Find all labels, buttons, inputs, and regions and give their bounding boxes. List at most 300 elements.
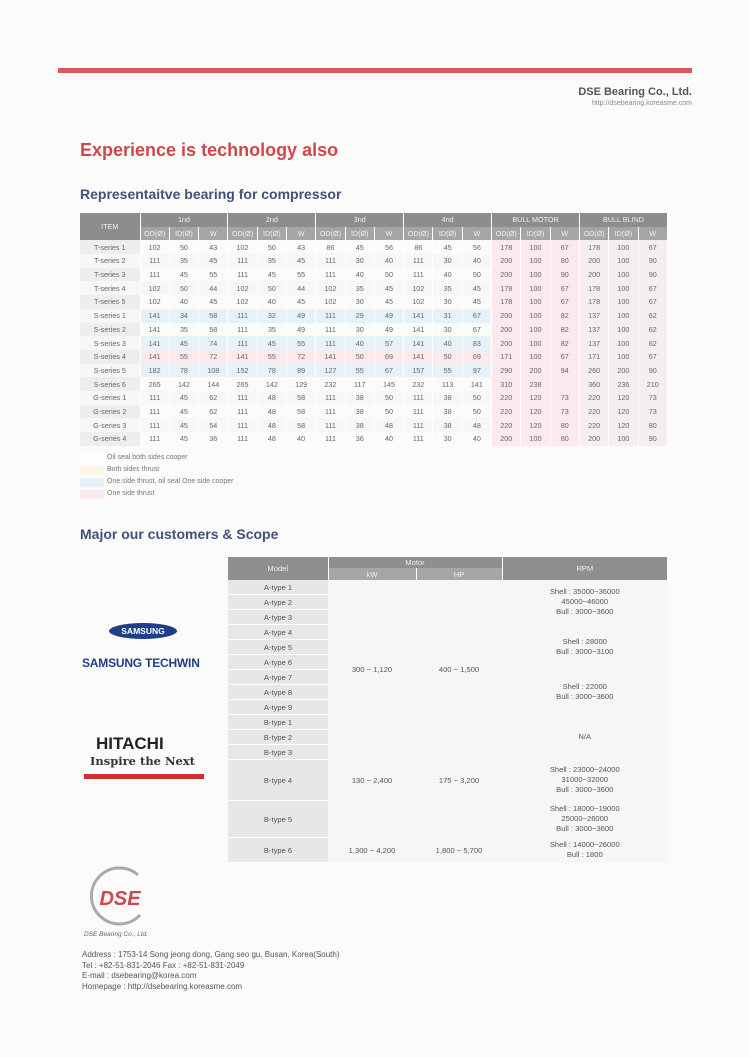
value-cell: 100 [521, 323, 550, 337]
item-cell: T-series 1 [80, 240, 140, 254]
model-cell: A-type 8 [228, 685, 328, 700]
value-cell: 34 [169, 309, 198, 323]
value-cell: 35 [257, 254, 286, 268]
value-cell: 30 [433, 432, 462, 446]
value-cell: 220 [492, 405, 521, 419]
value-cell: 50 [257, 281, 286, 295]
model-cell: A-type 2 [228, 595, 328, 610]
value-cell: 152 [228, 364, 257, 378]
value-cell: 141 [462, 377, 491, 391]
value-cell: 210 [638, 377, 667, 391]
value-cell: 50 [169, 240, 198, 254]
value-cell: 31 [433, 309, 462, 323]
kw-cell: 1,300 ~ 4,200 [328, 838, 416, 863]
value-cell: 43 [199, 240, 228, 254]
dse-logo [80, 865, 152, 927]
item-cell: G-series 1 [80, 391, 140, 405]
value-cell: 111 [228, 323, 257, 337]
value-cell: 67 [638, 295, 667, 309]
value-cell: 102 [140, 240, 169, 254]
value-cell: 100 [521, 268, 550, 282]
value-cell: 220 [579, 418, 608, 432]
value-cell: 141 [404, 336, 433, 350]
table-row [80, 377, 668, 391]
value-cell: 50 [374, 268, 403, 282]
value-cell: 200 [579, 432, 608, 446]
value-cell: 100 [521, 309, 550, 323]
value-cell: 100 [609, 281, 638, 295]
value-cell: 35 [169, 323, 198, 337]
value-cell: 62 [638, 309, 667, 323]
value-cell: 83 [462, 336, 491, 350]
value-cell: 111 [404, 432, 433, 446]
value-cell: 90 [638, 364, 667, 378]
homepage[interactable]: Homepage : http://dsebearing.koreasme.com [82, 981, 243, 991]
hitachi-name: HITACHI [96, 734, 164, 753]
value-cell: 38 [345, 418, 374, 432]
tel-fax: Tel : +82-51-831-2046 Fax : +82-51-831-2049 [82, 960, 245, 970]
value-cell: 111 [316, 418, 345, 432]
value-cell: 141 [140, 323, 169, 337]
value-cell: 48 [257, 405, 286, 419]
value-cell: 49 [374, 323, 403, 337]
value-cell: 67 [550, 240, 579, 254]
subheader-cell: W [638, 227, 667, 241]
kw-cell: 300 ~ 1,120 [328, 580, 416, 760]
value-cell: 171 [492, 350, 521, 364]
value-cell: 55 [433, 364, 462, 378]
value-cell: 111 [316, 391, 345, 405]
value-cell: 45 [169, 418, 198, 432]
email[interactable]: E-mail : dsebearing@korea.com [82, 971, 197, 980]
value-cell: 43 [286, 240, 315, 254]
value-cell: 67 [374, 364, 403, 378]
value-cell: 108 [199, 364, 228, 378]
value-cell: 111 [140, 391, 169, 405]
footer-caption: DSE Bearing Co., Ltd. [84, 931, 148, 938]
value-cell: 45 [169, 336, 198, 350]
value-cell: 40 [462, 432, 491, 446]
value-cell: 45 [286, 295, 315, 309]
value-cell: 265 [140, 377, 169, 391]
value-cell: 62 [199, 405, 228, 419]
table-row [80, 254, 668, 268]
value-cell: 120 [521, 418, 550, 432]
value-cell: 54 [199, 418, 228, 432]
value-cell: 220 [492, 391, 521, 405]
value-cell: 171 [579, 350, 608, 364]
value-cell: 178 [492, 281, 521, 295]
model-cell: A-type 3 [228, 610, 328, 625]
value-cell: 30 [345, 254, 374, 268]
value-cell: 111 [140, 405, 169, 419]
table-row [80, 432, 668, 446]
value-cell: 111 [404, 418, 433, 432]
value-cell: 100 [521, 240, 550, 254]
model-cell: B-type 3 [228, 745, 328, 760]
subheader-row [80, 227, 668, 241]
value-cell: 80 [550, 418, 579, 432]
value-cell: 102 [404, 281, 433, 295]
value-cell: 200 [579, 268, 608, 282]
contact-block [82, 950, 340, 992]
value-cell: 40 [462, 254, 491, 268]
value-cell: 200 [609, 364, 638, 378]
value-cell: 111 [316, 336, 345, 350]
value-cell: 44 [199, 281, 228, 295]
value-cell: 40 [433, 268, 462, 282]
group-header: 3nd [316, 213, 404, 227]
subheader-cell: W [550, 227, 579, 241]
rpm-cell: Shell : 18000~19000 25000~26000 Bull : 3000~3600 [502, 801, 667, 838]
samsung-logo-text: SAMSUNG [121, 626, 165, 636]
model-cell: B-type 2 [228, 730, 328, 745]
value-cell: 40 [433, 336, 462, 350]
table-row [80, 405, 668, 419]
value-cell: 45 [374, 295, 403, 309]
value-cell: 129 [286, 377, 315, 391]
value-cell: 48 [462, 418, 491, 432]
value-cell: 36 [199, 432, 228, 446]
value-cell: 200 [492, 268, 521, 282]
value-cell: 40 [374, 254, 403, 268]
samsung-techwin-name: SAMSUNG TECHWIN [82, 656, 200, 670]
value-cell: 58 [199, 309, 228, 323]
value-cell: 141 [140, 309, 169, 323]
value-cell: 36 [345, 432, 374, 446]
value-cell: 120 [521, 391, 550, 405]
bearing-table-body [80, 240, 668, 445]
value-cell: 40 [169, 295, 198, 309]
company-url: http://dsebearing.koreasme.com [592, 100, 692, 107]
value-cell: 141 [140, 350, 169, 364]
value-cell: 141 [228, 350, 257, 364]
value-cell: 111 [228, 418, 257, 432]
value-cell: 111 [228, 391, 257, 405]
value-cell: 55 [257, 350, 286, 364]
value-cell: 48 [374, 418, 403, 432]
value-cell: 80 [638, 418, 667, 432]
value-cell: 97 [462, 364, 491, 378]
value-cell: 67 [638, 281, 667, 295]
value-cell: 178 [579, 240, 608, 254]
value-cell: 55 [345, 364, 374, 378]
value-cell: 137 [579, 323, 608, 337]
table-row [80, 268, 668, 282]
subheader-cell: OD(Ø) [492, 227, 521, 241]
value-cell: 29 [345, 309, 374, 323]
table-row [80, 281, 668, 295]
value-cell: 45 [433, 240, 462, 254]
value-cell: 220 [579, 405, 608, 419]
item-cell: T-series 5 [80, 295, 140, 309]
value-cell: 102 [404, 295, 433, 309]
value-cell: 45 [199, 254, 228, 268]
kw-cell [328, 801, 416, 838]
value-cell: 100 [521, 281, 550, 295]
subheader-cell: ID(Ø) [345, 227, 374, 241]
value-cell: 111 [316, 323, 345, 337]
value-cell: 32 [257, 309, 286, 323]
value-cell: 117 [345, 377, 374, 391]
value-cell: 100 [609, 350, 638, 364]
value-cell: 62 [199, 391, 228, 405]
rpm-cell: Shell : 28000 Bull : 3000~3100 [502, 625, 667, 670]
value-cell: 30 [433, 323, 462, 337]
value-cell: 78 [257, 364, 286, 378]
value-cell: 45 [199, 295, 228, 309]
value-cell: 100 [609, 295, 638, 309]
value-cell: 102 [316, 281, 345, 295]
bearing-table [80, 213, 668, 446]
subheader-cell: OD(Ø) [316, 227, 345, 241]
group-header: 1nd [140, 213, 228, 227]
value-cell: 67 [462, 323, 491, 337]
item-cell: S-series 2 [80, 323, 140, 337]
value-cell: 120 [521, 405, 550, 419]
item-header: ITEM [80, 213, 140, 240]
value-cell: 111 [140, 254, 169, 268]
value-cell: 232 [404, 377, 433, 391]
value-cell: 111 [316, 268, 345, 282]
bearing-section-title: Representaitve bearing for compressor [80, 186, 342, 202]
subheader-cell: OD(Ø) [579, 227, 608, 241]
rpm-cell: Shell : 23000~24000 31000~32000 Bull : 3000~3600 [502, 760, 667, 801]
value-cell: 50 [257, 240, 286, 254]
value-cell: 100 [521, 336, 550, 350]
table-row [80, 323, 668, 337]
value-cell: 45 [462, 281, 491, 295]
value-cell: 100 [609, 240, 638, 254]
value-cell: 45 [169, 268, 198, 282]
kw-header: kW [328, 568, 416, 580]
value-cell: 102 [316, 295, 345, 309]
value-cell: 142 [257, 377, 286, 391]
value-cell: 90 [550, 268, 579, 282]
legend-swatch [80, 466, 104, 475]
value-cell: 35 [257, 323, 286, 337]
hitachi-slogan: Inspire the Next [90, 754, 195, 768]
subheader-cell: OD(Ø) [404, 227, 433, 241]
value-cell: 55 [286, 336, 315, 350]
value-cell: 120 [609, 405, 638, 419]
value-cell: 100 [609, 254, 638, 268]
value-cell: 127 [316, 364, 345, 378]
value-cell: 111 [316, 309, 345, 323]
value-cell: 67 [638, 240, 667, 254]
rpm-cell: Shell : 14000~26000 Bull : 1800 [502, 838, 667, 863]
value-cell: 94 [550, 364, 579, 378]
value-cell: 111 [316, 254, 345, 268]
value-cell: 50 [345, 350, 374, 364]
rpm-cell: Shell : 35000~36000 45000~46000 Bull : 3000~3600 [502, 580, 667, 625]
value-cell: 90 [638, 432, 667, 446]
table-row [80, 240, 668, 254]
value-cell: 220 [492, 418, 521, 432]
value-cell: 69 [462, 350, 491, 364]
value-cell: 40 [257, 295, 286, 309]
value-cell: 55 [199, 268, 228, 282]
value-cell: 102 [228, 240, 257, 254]
value-cell: 111 [228, 268, 257, 282]
legend-swatch [80, 478, 104, 487]
value-cell: 58 [199, 323, 228, 337]
rpm-cell: Shell : 22000 Bull : 3000~3600 [502, 670, 667, 715]
table-row [80, 350, 668, 364]
group-header: BULL BLIND [579, 213, 667, 227]
value-cell: 100 [521, 295, 550, 309]
value-cell: 35 [433, 281, 462, 295]
value-cell: 62 [638, 336, 667, 350]
value-cell: 67 [462, 309, 491, 323]
model-cell: B-type 5 [228, 801, 328, 838]
headline: Experience is technology also [80, 140, 339, 160]
subheader-cell: ID(Ø) [433, 227, 462, 241]
value-cell: 113 [433, 377, 462, 391]
value-cell: 72 [286, 350, 315, 364]
value-cell: 111 [228, 254, 257, 268]
value-cell: 45 [374, 281, 403, 295]
samsung-logo [108, 622, 178, 640]
value-cell: 45 [169, 432, 198, 446]
value-cell: 56 [462, 240, 491, 254]
value-cell: 72 [199, 350, 228, 364]
value-cell: 82 [550, 323, 579, 337]
value-cell: 141 [404, 323, 433, 337]
value-cell: 30 [433, 295, 462, 309]
value-cell: 232 [316, 377, 345, 391]
value-cell: 290 [492, 364, 521, 378]
table-row [80, 336, 668, 350]
value-cell: 40 [345, 268, 374, 282]
value-cell: 50 [462, 405, 491, 419]
value-cell: 35 [169, 254, 198, 268]
value-cell: 178 [492, 295, 521, 309]
value-cell: 100 [609, 268, 638, 282]
value-cell: 200 [492, 323, 521, 337]
company-name: DSE Bearing Co., Ltd. [578, 86, 692, 98]
group-header: 4nd [404, 213, 492, 227]
value-cell: 50 [374, 391, 403, 405]
table-row [80, 418, 668, 432]
value-cell: 100 [609, 432, 638, 446]
value-cell: 50 [462, 268, 491, 282]
model-cell: B-type 4 [228, 760, 328, 801]
model-cell: A-type 7 [228, 670, 328, 685]
value-cell: 178 [579, 295, 608, 309]
value-cell: 73 [638, 391, 667, 405]
model-cell: A-type 4 [228, 625, 328, 640]
value-cell: 45 [169, 405, 198, 419]
item-cell: T-series 2 [80, 254, 140, 268]
value-cell: 40 [374, 432, 403, 446]
value-cell: 137 [579, 336, 608, 350]
value-cell: 67 [550, 295, 579, 309]
item-cell: S-series 3 [80, 336, 140, 350]
group-header: BULL MOTOR [492, 213, 580, 227]
value-cell: 35 [345, 281, 374, 295]
value-cell: 111 [316, 432, 345, 446]
value-cell: 141 [316, 350, 345, 364]
subheader-cell: ID(Ø) [257, 227, 286, 241]
value-cell: 111 [140, 432, 169, 446]
value-cell: 38 [433, 391, 462, 405]
value-cell: 200 [579, 254, 608, 268]
value-cell: 55 [286, 268, 315, 282]
item-cell: S-series 4 [80, 350, 140, 364]
value-cell: 30 [345, 323, 374, 337]
value-cell: 111 [228, 432, 257, 446]
value-cell: 50 [433, 350, 462, 364]
hp-header: HP [416, 568, 502, 580]
value-cell: 102 [140, 281, 169, 295]
value-cell: 111 [140, 418, 169, 432]
value-cell: 56 [374, 240, 403, 254]
value-cell: 111 [404, 268, 433, 282]
legend [80, 452, 233, 500]
value-cell: 137 [579, 309, 608, 323]
subheader-cell: W [286, 227, 315, 241]
value-cell: 360 [579, 377, 608, 391]
value-cell: 40 [345, 336, 374, 350]
model-cell: A-type 6 [228, 655, 328, 670]
value-cell: 111 [228, 309, 257, 323]
value-cell: 45 [345, 240, 374, 254]
value-cell: 100 [521, 432, 550, 446]
value-cell: 200 [492, 336, 521, 350]
motor-header: Motor [328, 557, 502, 568]
value-cell: 67 [550, 350, 579, 364]
value-cell: 310 [492, 377, 521, 391]
value-cell: 73 [550, 405, 579, 419]
value-cell: 89 [286, 364, 315, 378]
value-cell: 30 [345, 295, 374, 309]
value-cell: 67 [550, 281, 579, 295]
table-row [80, 309, 668, 323]
item-cell: S-series 6 [80, 377, 140, 391]
item-cell: G-series 4 [80, 432, 140, 446]
customers-title: Major our customers & Scope [80, 526, 279, 542]
value-cell: 38 [433, 418, 462, 432]
value-cell: 200 [521, 364, 550, 378]
value-cell: 178 [492, 240, 521, 254]
legend-item: Oil seal both sides cooper [80, 452, 233, 464]
hp-cell: 400 ~ 1,500 [416, 580, 502, 760]
value-cell: 90 [638, 268, 667, 282]
value-cell: 45 [462, 295, 491, 309]
address: Address : 1753-14 Song jeong dong, Gang seo gu, Busan, Korea(South) [82, 950, 340, 959]
value-cell: 40 [286, 432, 315, 446]
subheader-cell: W [199, 227, 228, 241]
value-cell: 50 [169, 281, 198, 295]
value-cell: 45 [169, 391, 198, 405]
value-cell: 58 [286, 405, 315, 419]
value-cell: 80 [550, 432, 579, 446]
value-cell: 74 [199, 336, 228, 350]
value-cell: 141 [140, 336, 169, 350]
value-cell: 69 [374, 350, 403, 364]
model-cell: A-type 9 [228, 700, 328, 715]
value-cell: 49 [286, 323, 315, 337]
value-cell: 120 [609, 418, 638, 432]
legend-item: Both sides thrust [80, 464, 233, 476]
value-cell: 62 [638, 323, 667, 337]
value-cell: 100 [609, 336, 638, 350]
item-cell: G-series 3 [80, 418, 140, 432]
value-cell: 200 [492, 432, 521, 446]
value-cell: 142 [169, 377, 198, 391]
value-cell: 111 [404, 391, 433, 405]
